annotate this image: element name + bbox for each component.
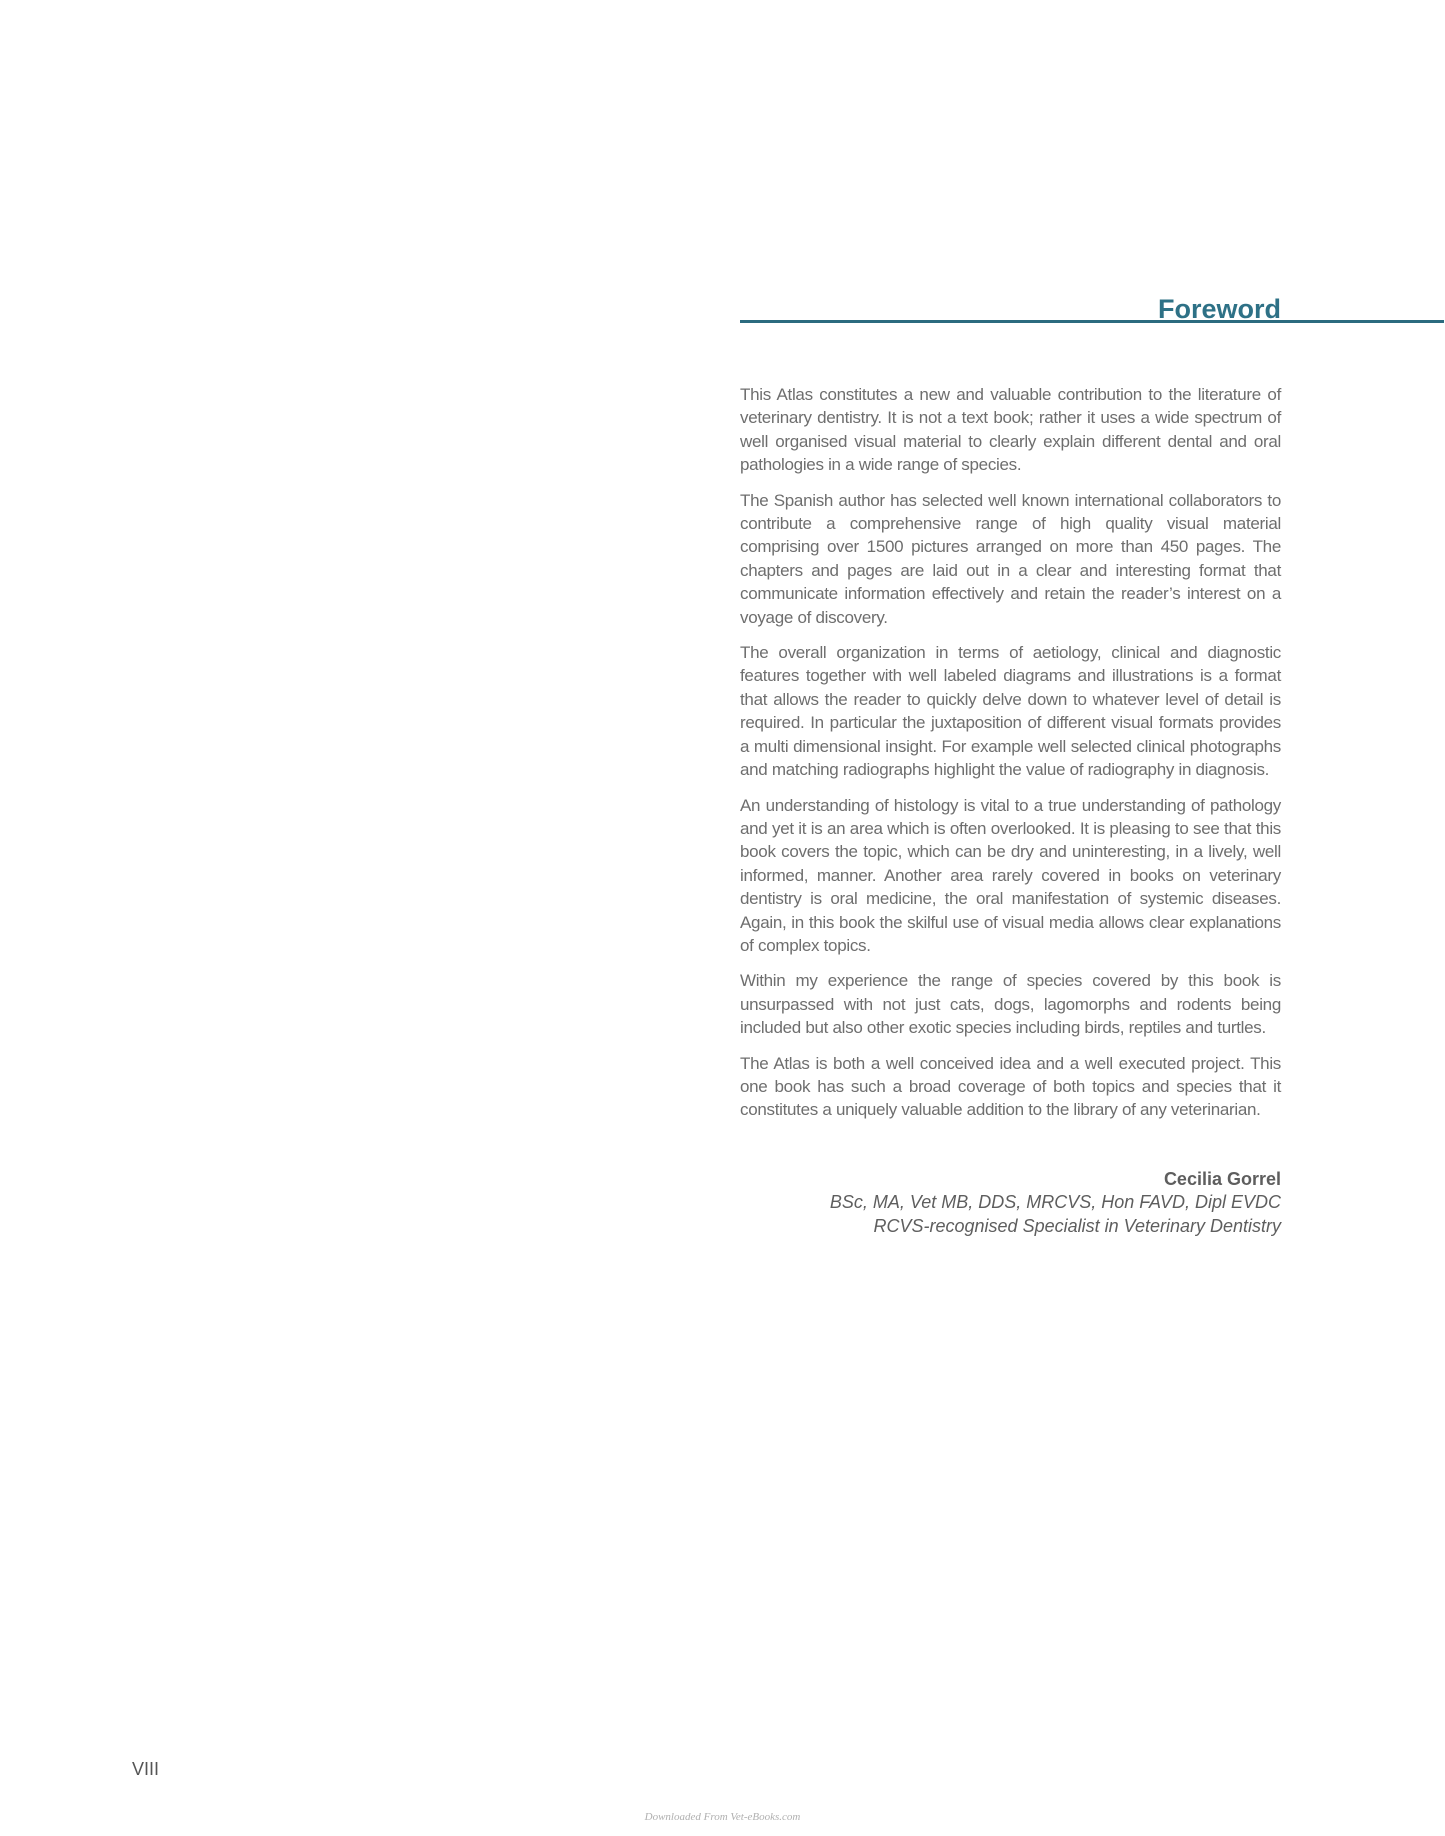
- paragraph: Within my experience the range of species covered by this book is unsurpassed with not just cats, dogs, lagomorphs and rodents being included but also other exotic species including birds, reptiles and turtles.: [740, 971, 1281, 1038]
- author-credentials: BSc, MA, Vet MB, DDS, MRCVS, Hon FAVD, Dipl EVDC: [829, 1192, 1281, 1213]
- page-number: VIII: [132, 1759, 160, 1779]
- author-specialty: RCVS-recognised Specialist in Veterinary Dentistry: [873, 1215, 1281, 1236]
- paragraph: The Atlas is both a well conceived idea and a well executed project. This one book has such a broad coverage of both topics and species that it constitutes a uniquely valuable addition to the library of any veterinarian.: [740, 1053, 1281, 1120]
- foreword-body: [740, 383, 1281, 1134]
- download-watermark: Downloaded From Vet-eBooks.com: [644, 1811, 801, 1823]
- paragraph: The overall organization in terms of aetiology, clinical and diagnostic features together with well labeled diagrams and illustrations is a format that allows the reader to quickly delve down to whatever level of detail is required. In particular the juxtaposition of different visual formats provides a multi dimensional insight. For example well selected clinical photographs and matching radiographs highlight the value of radiography in diagnosis.: [740, 643, 1281, 780]
- paragraph: The Spanish author has selected well known international collaborators to contribute a comprehensive range of high quality visual material comprising over 1500 pictures arranged on more than 450 pages. The chapters and pages are laid out in a clear and interesting format that communicate information effectively and retain the reader’s interest on a voyage of discovery.: [740, 490, 1281, 627]
- paragraph: An understanding of histology is vital to a true understanding of pathology and yet it is an area which is often overlooked. It is pleasing to see that this book covers the topic, which can be dry and uninteresting, in a lively, well informed, manner. Another area rarely covered in books on veterinary dentistry is oral medicine, the oral manifestation of systemic diseases. Again, in this book the skilful use of visual media allows clear explanations of complex topics.: [740, 795, 1281, 955]
- author-name: Cecilia Gorrel: [1163, 1169, 1281, 1189]
- signature-block: [740, 1168, 1281, 1238]
- page-title: Foreword: [1157, 294, 1281, 324]
- paragraph: This Atlas constitutes a new and valuable contribution to the literature of veterinary dentistry. It is not a text book; rather it uses a wide spectrum of well organised visual material to clearly explain different dental and oral pathologies in a wide range of species.: [740, 385, 1281, 475]
